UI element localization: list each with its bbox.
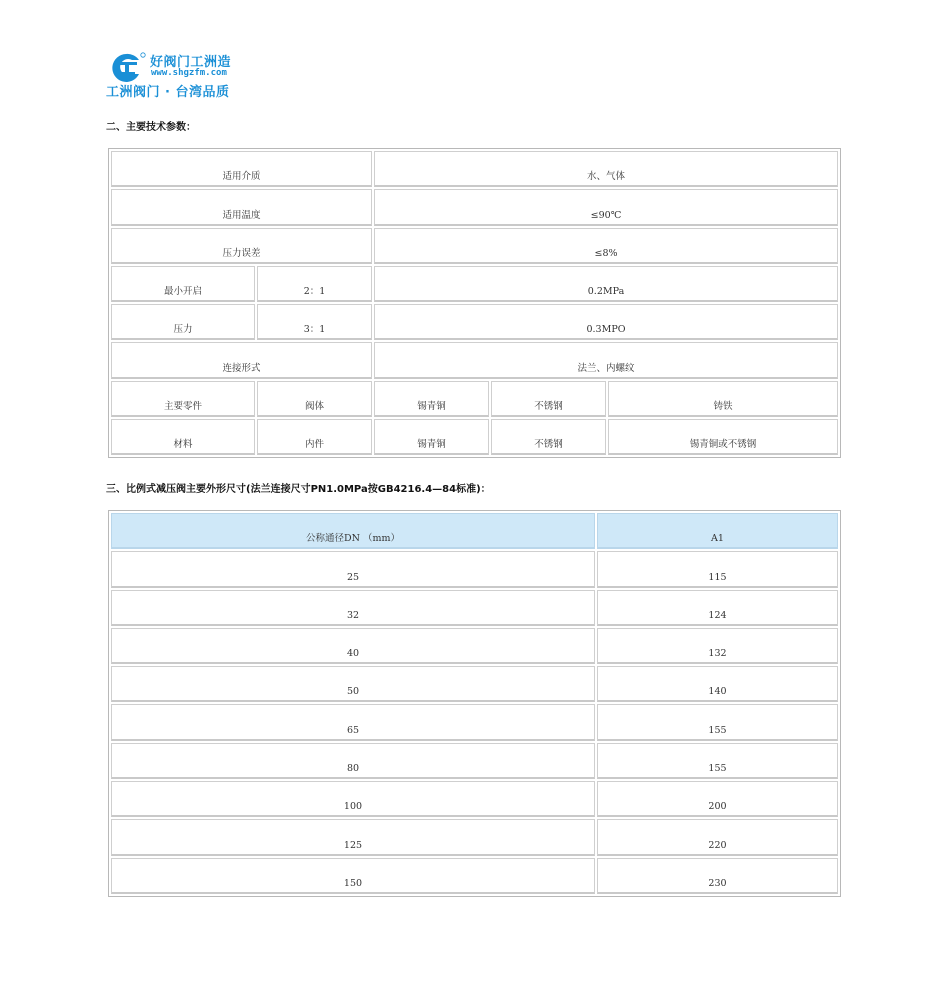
table-row [111, 590, 838, 626]
row-value: 水、气体 [374, 151, 838, 187]
section-heading-parameters: 二、主要技术参数： [106, 122, 196, 133]
row-label: 压力误差 [111, 228, 372, 264]
row-ratio: 3：1 [257, 304, 372, 340]
table-row [111, 266, 838, 302]
table-row [111, 189, 838, 225]
logo-slogan: 好阀门工洲造 [150, 55, 232, 70]
cell-dn: 125 [111, 819, 595, 855]
cell-dn: 50 [111, 666, 595, 702]
row-label: 主要零件 [111, 381, 255, 417]
company-logo [106, 50, 246, 98]
cell-a1: 155 [597, 704, 838, 740]
table-row [111, 304, 838, 340]
table-row [111, 704, 838, 740]
cell-a1: 132 [597, 628, 838, 664]
table-row [111, 628, 838, 664]
cell-a1: 200 [597, 781, 838, 817]
cell-a1: 220 [597, 819, 838, 855]
table-row [111, 743, 838, 779]
row-label: 连接形式 [111, 342, 372, 378]
row-material: 不锈钢 [491, 419, 606, 455]
parameters-table [108, 148, 841, 458]
row-material: 铸铁 [608, 381, 838, 417]
table-row [111, 819, 838, 855]
row-value: 法兰、内螺纹 [374, 342, 838, 378]
cell-dn: 25 [111, 551, 595, 587]
table-row [111, 342, 838, 378]
column-header: A1 [597, 513, 838, 549]
table-row [111, 228, 838, 264]
cell-dn: 80 [111, 743, 595, 779]
logo-tagline: 工洲阀门 · 台湾品质 [106, 85, 230, 100]
row-material: 锡青铜 [374, 419, 489, 455]
row-label: 最小开启 [111, 266, 255, 302]
cell-dn: 40 [111, 628, 595, 664]
table-row [111, 858, 838, 894]
cell-dn: 100 [111, 781, 595, 817]
row-value: ≤8% [374, 228, 838, 264]
cell-a1: 230 [597, 858, 838, 894]
row-material: 锡青铜或不锈钢 [608, 419, 838, 455]
cell-dn: 65 [111, 704, 595, 740]
cell-dn: 150 [111, 858, 595, 894]
table-header-row [111, 513, 838, 549]
row-ratio: 2：1 [257, 266, 372, 302]
row-part: 阀体 [257, 381, 372, 417]
cell-a1: 124 [597, 590, 838, 626]
row-part: 内件 [257, 419, 372, 455]
table-row [111, 781, 838, 817]
row-value: ≤90℃ [374, 189, 838, 225]
logo-url: www.shgzfm.com [151, 68, 227, 78]
dimensions-table [108, 510, 841, 897]
logo-mark-icon [106, 52, 146, 82]
row-value: 0.3MPO [374, 304, 838, 340]
table-row [111, 666, 838, 702]
row-value: 0.2MPa [374, 266, 838, 302]
cell-dn: 32 [111, 590, 595, 626]
row-label: 适用介质 [111, 151, 372, 187]
table-row [111, 381, 838, 417]
row-label: 压力 [111, 304, 255, 340]
row-label: 适用温度 [111, 189, 372, 225]
section-heading-dimensions: 三、比例式减压阀主要外形尺寸(法兰连接尺寸PN1.0MPa按GB4216.4—84标准)： [106, 484, 491, 495]
column-header: 公称通径DN （mm） [111, 513, 595, 549]
table-row [111, 551, 838, 587]
table-row [111, 151, 838, 187]
row-material: 不锈钢 [491, 381, 606, 417]
table-row [111, 419, 838, 455]
row-label: 材料 [111, 419, 255, 455]
cell-a1: 140 [597, 666, 838, 702]
cell-a1: 115 [597, 551, 838, 587]
cell-a1: 155 [597, 743, 838, 779]
row-material: 锡青铜 [374, 381, 489, 417]
